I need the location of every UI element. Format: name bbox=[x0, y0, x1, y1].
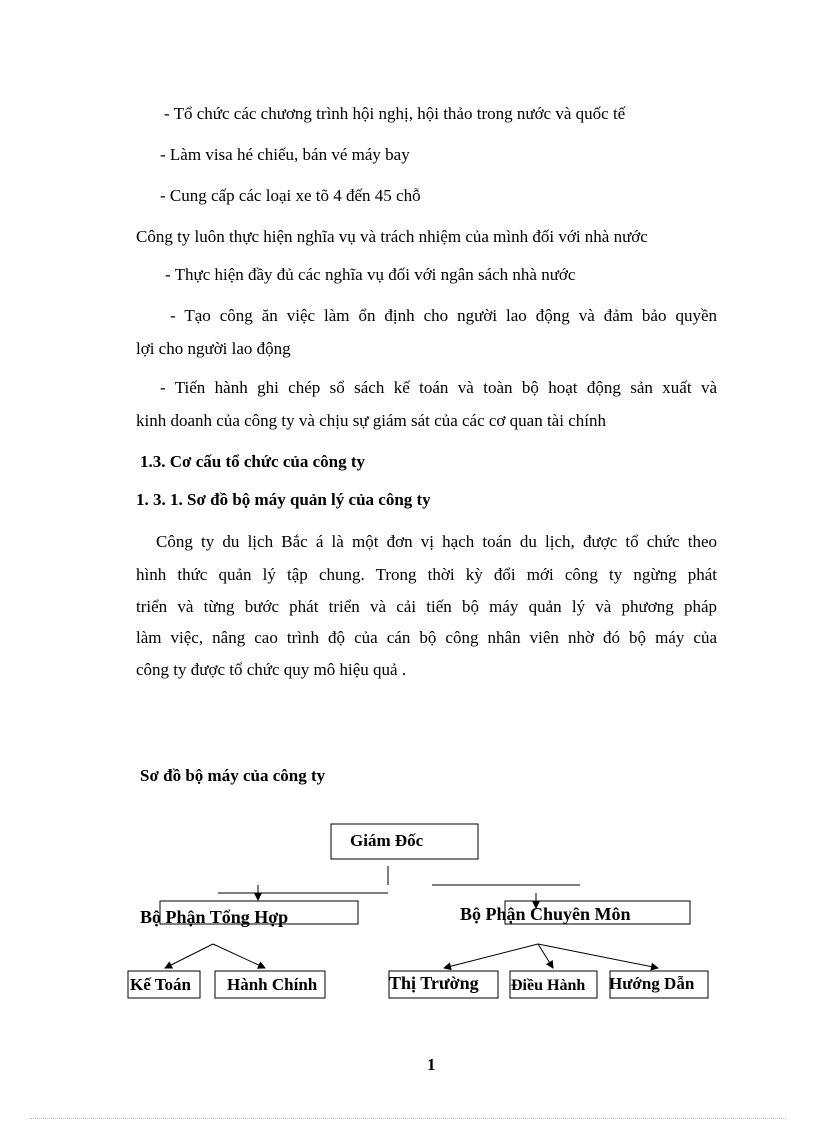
administration-label: Hành Chính bbox=[227, 975, 318, 994]
dept-specialized-label: Bộ Phận Chuyên Môn bbox=[460, 904, 631, 924]
obligation-accounting-line2: kinh doanh của công ty và chịu sự giám sát của các cơ quan tài chính bbox=[136, 411, 606, 430]
paragraph-line-2: hình thức quản lý tập chung. Trong thời kỳ đổi mới công ty ngừng phát bbox=[136, 565, 717, 584]
obligation-intro: Công ty luôn thực hiện nghĩa vụ và trách nhiệm của mình đối với nhà nước bbox=[136, 227, 648, 246]
obligation-budget: - Thực hiện đầy đủ các nghĩa vụ đối với ngân sách nhà nước bbox=[165, 265, 576, 284]
paragraph-line-4: làm việc, nâng cao trình độ của cán bộ công nhân viên nhờ đó bộ máy của bbox=[136, 628, 717, 647]
bullet-vehicles: - Cung cấp các loại xe tõ 4 đến 45 chỗ bbox=[160, 186, 421, 205]
accounting-label: Kế Toán bbox=[130, 975, 191, 994]
operations-label: Điều Hành bbox=[511, 977, 586, 994]
guide-label: Hướng Dẫn bbox=[609, 974, 695, 993]
heading-1-3: 1.3. Cơ cấu tổ chức của công ty bbox=[140, 452, 366, 471]
bullet-conferences: - Tổ chức các chương trình hội nghị, hội thảo trong nước và quốc tế bbox=[164, 104, 626, 123]
page-bottom-edge bbox=[30, 1118, 786, 1119]
arrow-to-guide bbox=[538, 944, 658, 968]
paragraph-line-3: triển và từng bước phát triển và cải tiến bộ máy quản lý và phương pháp bbox=[136, 597, 717, 616]
market-label: Thị Trường bbox=[389, 973, 479, 993]
heading-1-3-1: 1. 3. 1. Sơ đồ bộ máy quản lý của công ty bbox=[136, 490, 431, 509]
obligation-jobs-line1: - Tạo công ăn việc làm ổn định cho người lao động và đảm bảo quyền bbox=[170, 306, 717, 325]
obligation-accounting-line1: - Tiến hành ghi chép sổ sách kế toán và toàn bộ hoạt động sản xuất và bbox=[160, 378, 717, 397]
obligation-jobs-line2: lợi cho người lao động bbox=[136, 339, 291, 358]
paragraph-line-1: Công ty du lịch Bắc á là một đơn vị hạch toán du lịch, được tổ chức theo bbox=[156, 532, 717, 551]
arrow-to-operations bbox=[538, 944, 553, 968]
dept-general-label: Bộ Phận Tổng Hợp bbox=[140, 907, 289, 927]
bullet-visa: - Làm visa hé chiếu, bán vé máy bay bbox=[160, 145, 410, 164]
org-chart-title: Sơ đồ bộ máy của công ty bbox=[140, 766, 326, 785]
director-label: Giám Đốc bbox=[350, 831, 424, 850]
arrow-to-market bbox=[444, 944, 538, 968]
page-number: 1 bbox=[427, 1055, 436, 1074]
paragraph-line-5: công ty được tổ chức quy mô hiệu quả . bbox=[136, 660, 407, 679]
arrow-to-administration bbox=[213, 944, 265, 968]
arrow-to-accounting bbox=[165, 944, 213, 968]
